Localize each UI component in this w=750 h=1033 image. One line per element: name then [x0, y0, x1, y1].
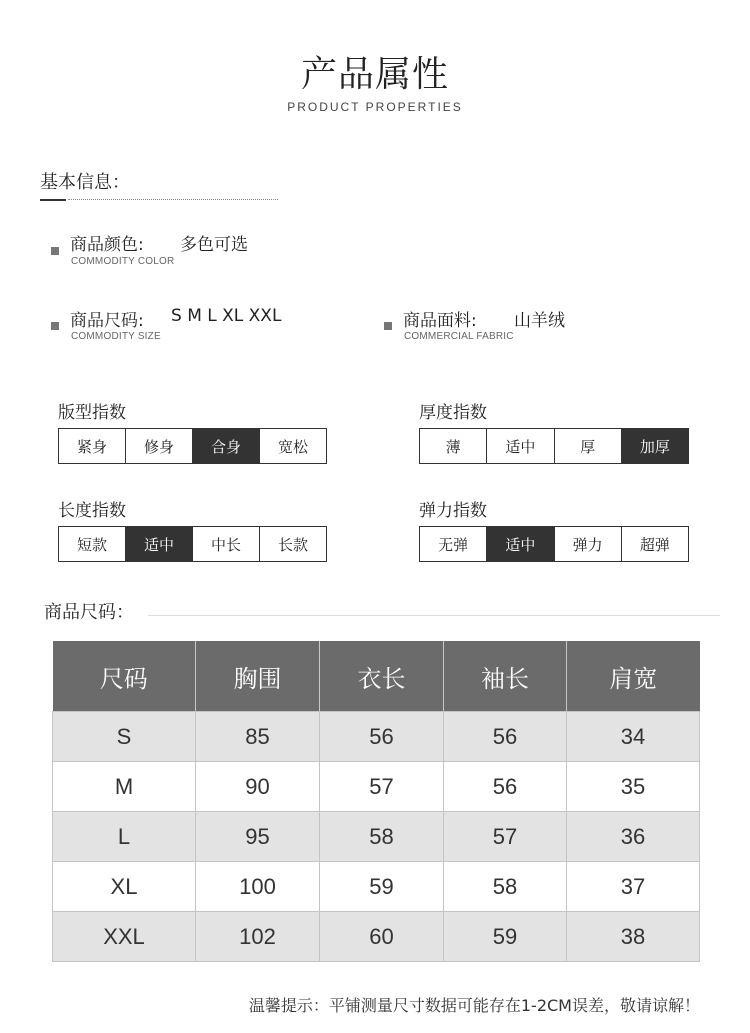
elasticity-index-scale	[419, 526, 689, 562]
table-cell: 35	[567, 762, 700, 812]
table-cell: XL	[53, 862, 196, 912]
thickness-index-scale	[419, 428, 689, 464]
color-label-en: COMMODITY COLOR	[71, 256, 175, 267]
color-label: 商品颜色:	[70, 235, 144, 255]
table-cell: 90	[196, 762, 320, 812]
table-cell: M	[53, 762, 196, 812]
header-sleeve: 袖长	[444, 641, 567, 712]
thickness-option: 薄	[445, 437, 461, 456]
table-cell: 59	[320, 862, 444, 912]
table-cell: 34	[567, 712, 700, 762]
elasticity-option: 弹力	[554, 527, 621, 561]
size-table	[52, 641, 700, 962]
thickness-index-title: 厚度指数	[419, 403, 487, 423]
elasticity-option: 适中	[486, 527, 553, 561]
heading-underline	[40, 199, 66, 201]
fit-option: 合身	[192, 429, 259, 463]
length-index-scale	[58, 526, 327, 562]
size-table-header-row	[53, 641, 700, 712]
table-cell: 60	[320, 912, 444, 962]
table-row	[53, 862, 700, 912]
length-index-title: 长度指数	[58, 501, 126, 521]
length-option: 适中	[125, 527, 192, 561]
table-cell: XXL	[53, 912, 196, 962]
length-option: 短款	[76, 535, 107, 554]
fabric-label: 商品面料:	[403, 311, 477, 331]
fabric-value: 山羊绒	[514, 311, 565, 331]
table-cell: 85	[196, 712, 320, 762]
page-subtitle: PRODUCT PROPERTIES	[287, 100, 463, 114]
elasticity-option: 无弹	[438, 535, 469, 554]
table-cell: 57	[320, 762, 444, 812]
table-cell: 58	[444, 862, 567, 912]
table-cell: 56	[444, 762, 567, 812]
square-bullet-icon	[384, 322, 392, 330]
table-row	[53, 812, 700, 862]
elasticity-index-title: 弹力指数	[419, 501, 487, 521]
thickness-option: 厚	[554, 429, 621, 463]
size-attr-label-en: COMMODITY SIZE	[71, 331, 161, 342]
table-cell: 37	[567, 862, 700, 912]
table-cell: 56	[444, 712, 567, 762]
table-cell: 100	[196, 862, 320, 912]
square-bullet-icon	[51, 322, 59, 330]
fabric-label-en: COMMERCIAL FABRIC	[404, 331, 514, 342]
table-row	[53, 712, 700, 762]
header-size: 尺码	[53, 641, 196, 712]
fit-option: 宽松	[259, 429, 326, 463]
length-option: 长款	[259, 527, 326, 561]
size-chart-heading: 商品尺码：	[44, 602, 134, 623]
basic-info-heading: 基本信息：	[40, 172, 130, 193]
size-chart-rule	[148, 615, 720, 616]
size-attr-label: 商品尺码:	[70, 311, 144, 331]
table-cell: 38	[567, 912, 700, 962]
fit-index-scale	[58, 428, 327, 464]
table-cell: 59	[444, 912, 567, 962]
size-attr-value: S M L XL XXL	[171, 306, 282, 326]
table-cell: 58	[320, 812, 444, 862]
elasticity-option: 超弹	[621, 527, 688, 561]
header-shoulder: 肩宽	[567, 641, 700, 712]
color-value: 多色可选	[180, 235, 248, 255]
table-cell: L	[53, 812, 196, 862]
fit-option: 紧身	[76, 437, 107, 456]
table-cell: S	[53, 712, 196, 762]
table-cell: 56	[320, 712, 444, 762]
table-cell: 57	[444, 812, 567, 862]
fit-index-title: 版型指数	[58, 403, 126, 423]
table-row	[53, 912, 700, 962]
length-option: 中长	[192, 527, 259, 561]
header-chest: 胸围	[196, 641, 320, 712]
square-bullet-icon	[51, 247, 59, 255]
measurement-note: 温馨提示：平铺测量尺寸数据可能存在1-2CM误差，敬请谅解！	[248, 996, 700, 1015]
thickness-option: 加厚	[621, 429, 688, 463]
heading-dotted-rule	[68, 199, 278, 200]
fit-option: 修身	[125, 429, 192, 463]
table-cell: 95	[196, 812, 320, 862]
page-title: 产品属性	[300, 54, 449, 95]
table-cell: 36	[567, 812, 700, 862]
thickness-option: 适中	[486, 429, 553, 463]
header-length: 衣长	[320, 641, 444, 712]
table-cell: 102	[196, 912, 320, 962]
table-row	[53, 762, 700, 812]
